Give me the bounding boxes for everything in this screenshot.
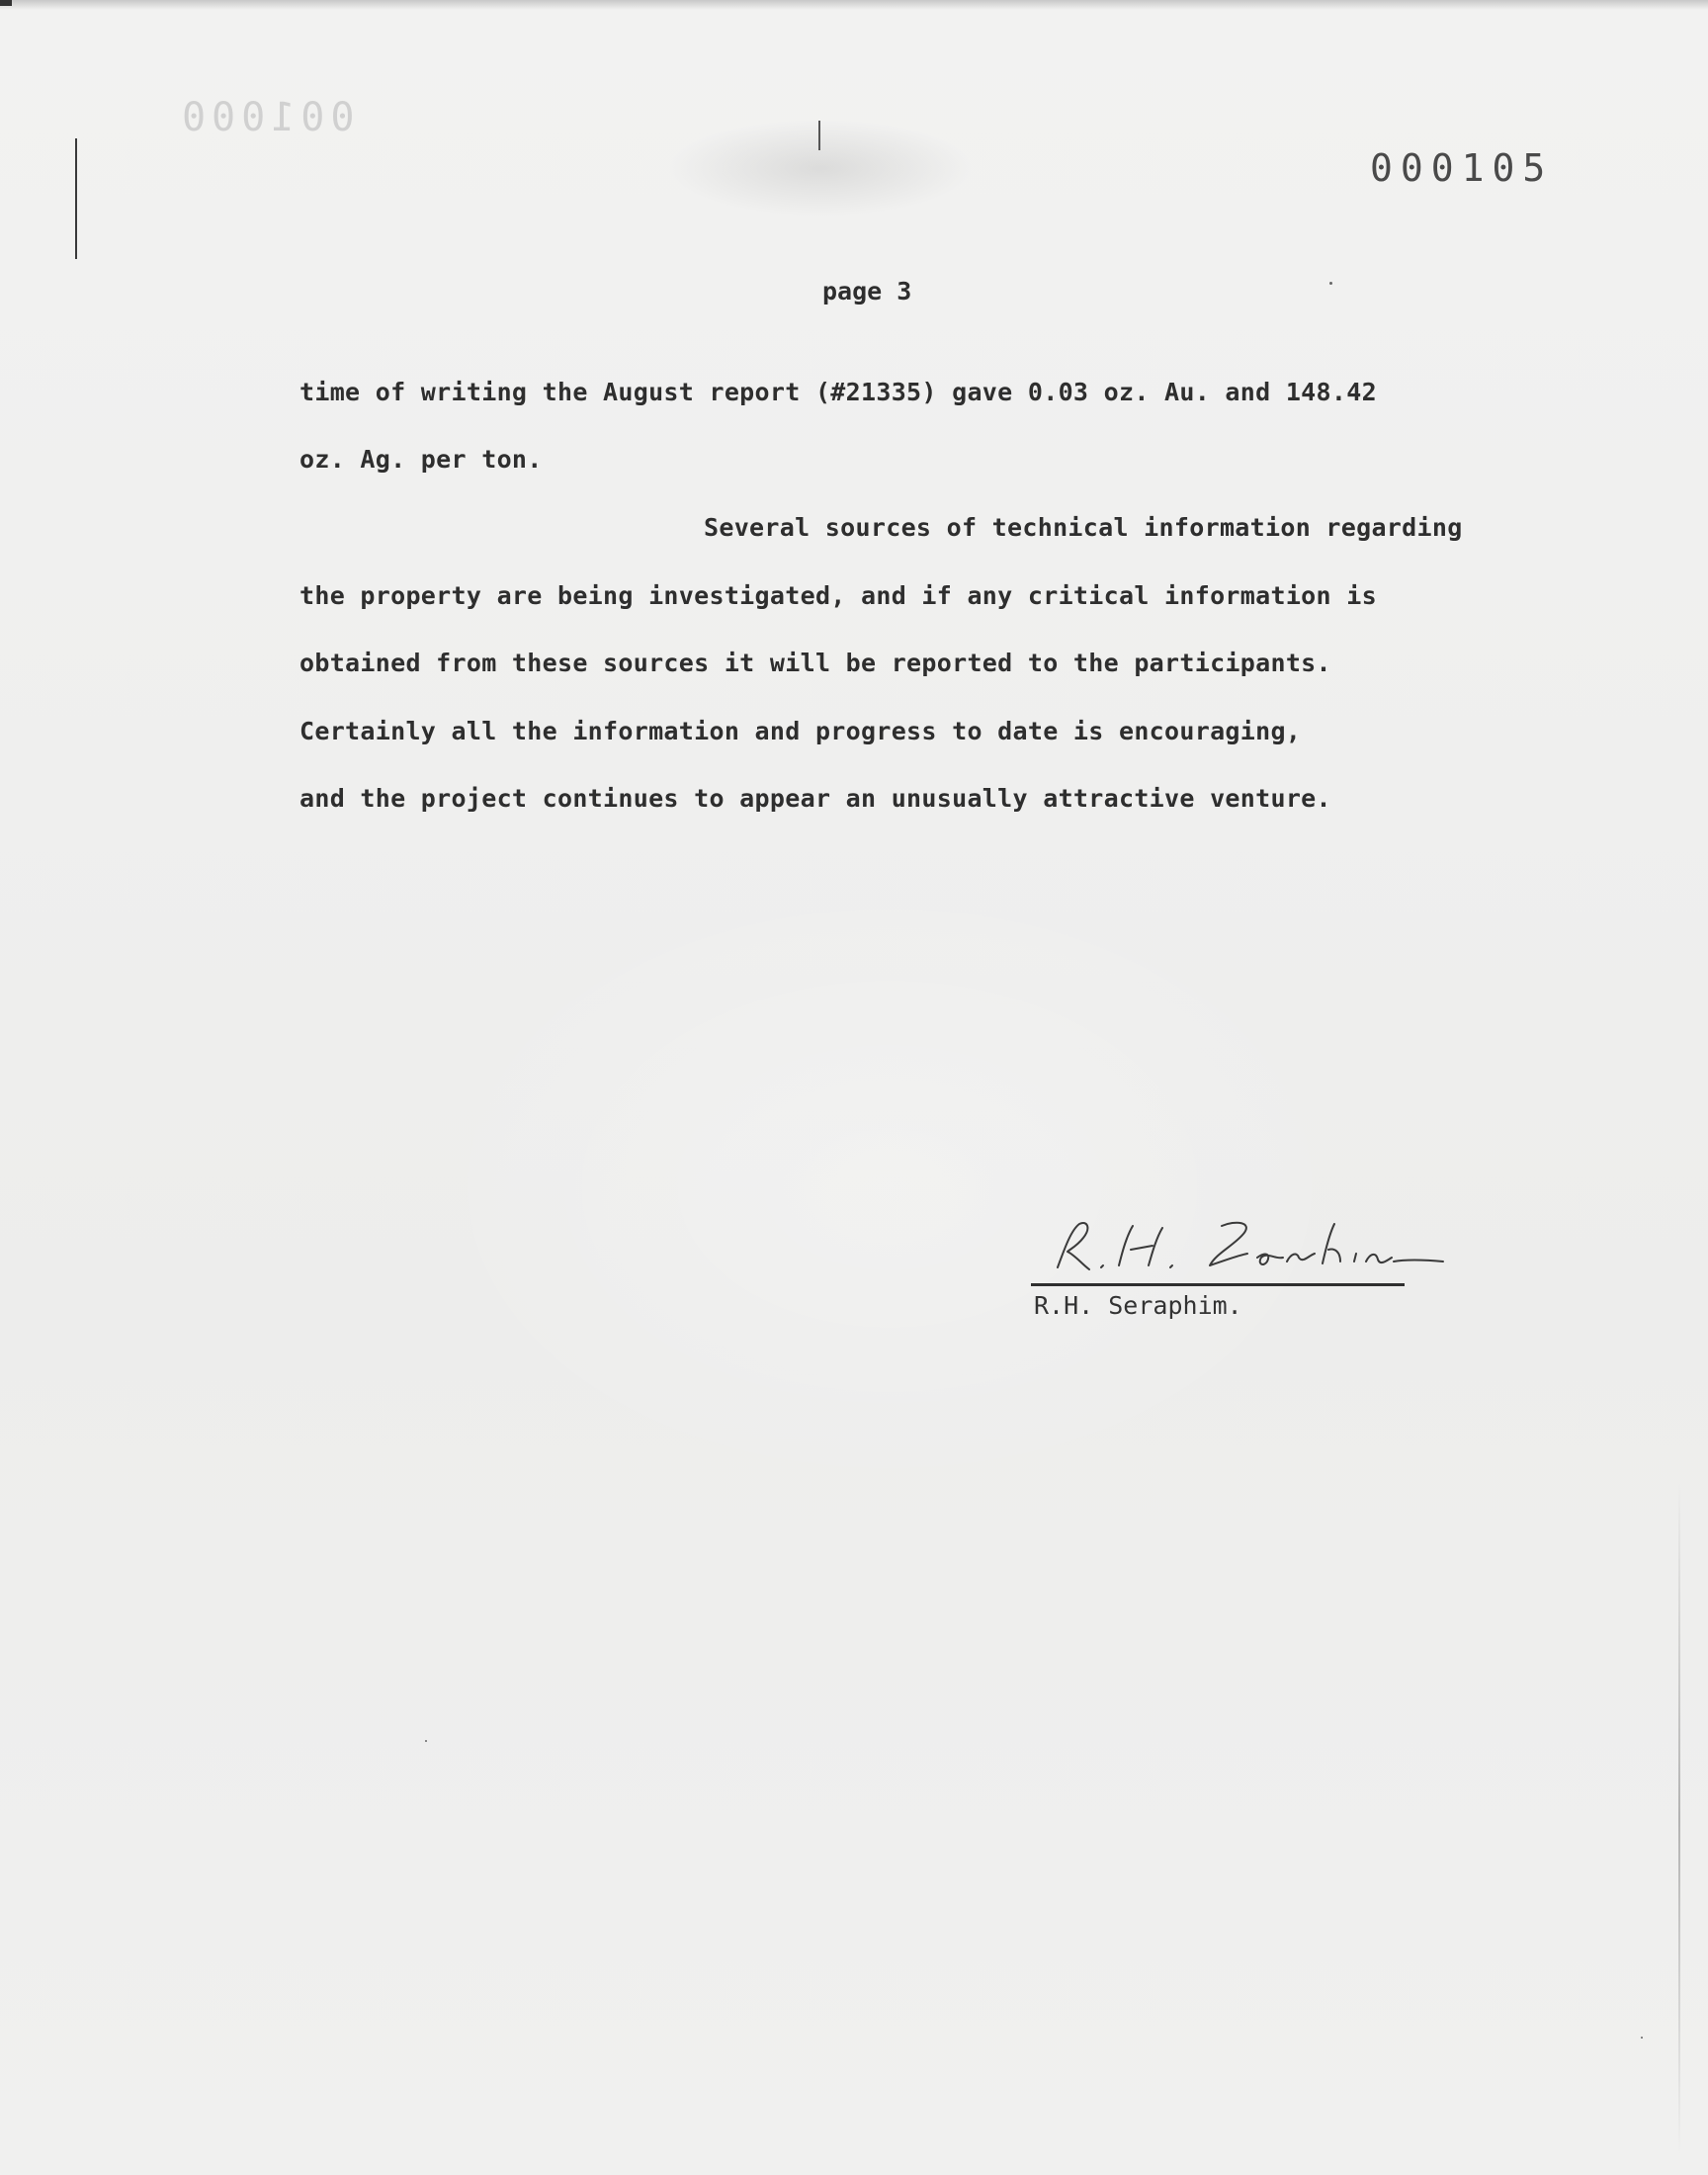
scan-speck [1641,2037,1643,2039]
body-line: time of writing the August report (#21335) gave 0.03 oz. Au. and 148.42 [299,378,1377,406]
body-line: obtained from these sources it will be reported to the participants. [299,649,1331,677]
scan-corner-mark [0,0,12,6]
margin-rule [75,138,77,259]
scan-speck [425,1740,427,1742]
body-line: Several sources of technical information regarding [704,513,1463,542]
page-label: page 3 [822,277,912,305]
scan-top-edge [0,0,1708,10]
bleed-through-number: 001000 [176,95,355,140]
handwritten-signature [1028,1206,1473,1285]
document-number: 000105 [1370,146,1554,190]
body-line: oz. Ag. per ton. [299,445,543,474]
scan-speck [1329,282,1332,285]
signer-name: R.H. Seraphim. [1034,1291,1242,1320]
body-line: the property are being investigated, and if any critical information is [299,581,1377,610]
punch-tick [818,121,820,150]
body-line: and the project continues to appear an unusually attractive venture. [299,784,1331,813]
scan-right-edge [1678,1483,1680,2155]
body-line: Certainly all the information and progress to date is encouraging, [299,717,1302,745]
signature-line [1031,1283,1405,1286]
